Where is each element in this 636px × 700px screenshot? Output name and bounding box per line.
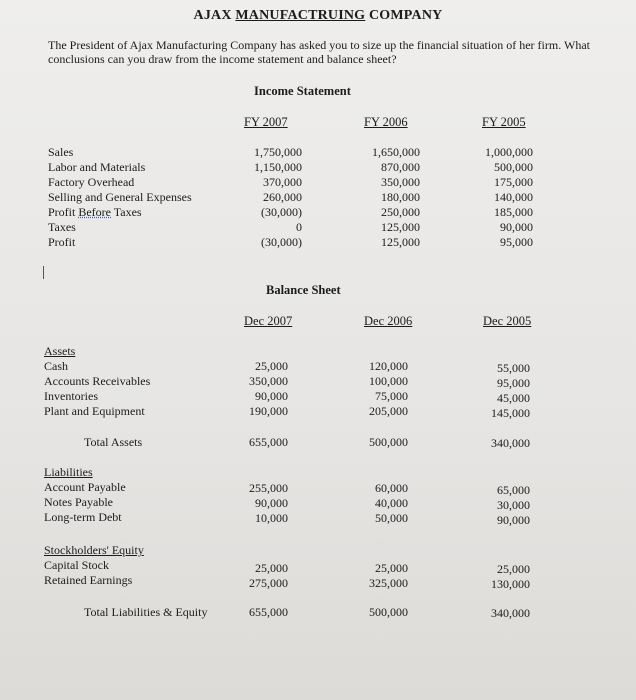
value: 205,000 xyxy=(369,404,408,418)
label-account-payable: Account Payable xyxy=(44,480,126,494)
value: 25,000 xyxy=(255,561,288,575)
value: 145,000 xyxy=(491,406,530,420)
value: 95,000 xyxy=(500,235,533,249)
value: (30,000) xyxy=(261,205,302,219)
label-retained-earnings: Retained Earnings xyxy=(44,573,133,587)
value: 0 xyxy=(296,220,302,234)
income-col-fy2007: FY 2007 xyxy=(244,115,288,129)
value: 55,000 xyxy=(497,361,530,375)
total-le-2007: 655,000 xyxy=(249,605,288,619)
balance-sheet-heading: Balance Sheet xyxy=(266,283,341,297)
total-le-2005: 340,000 xyxy=(491,606,530,620)
value: 255,000 xyxy=(249,481,288,495)
label-factory-overhead: Factory Overhead xyxy=(48,175,135,189)
value: 75,000 xyxy=(375,389,408,403)
value: (30,000) xyxy=(261,235,302,249)
label-profit-before-taxes: Profit Before Taxes xyxy=(48,205,142,219)
income-col-fy2006: FY 2006 xyxy=(364,115,408,129)
value: 25,000 xyxy=(497,562,530,576)
value: 90,000 xyxy=(500,220,533,234)
equity-2006-values xyxy=(328,561,408,591)
value: 95,000 xyxy=(497,376,530,390)
value: 370,000 xyxy=(263,175,302,189)
assets-2006-values xyxy=(328,359,408,419)
value: 50,000 xyxy=(375,511,408,525)
income-labels xyxy=(48,145,192,250)
value: 140,000 xyxy=(494,190,533,204)
value: 1,000,000 xyxy=(485,145,533,159)
value: 125,000 xyxy=(381,235,420,249)
balance-col-dec2007: Dec 2007 xyxy=(244,314,293,328)
value: 350,000 xyxy=(249,374,288,388)
value: 175,000 xyxy=(494,175,533,189)
value: 30,000 xyxy=(497,498,530,512)
liabilities-2005-values xyxy=(450,483,530,528)
intro-paragraph: The President of Ajax Manufacturing Company has asked you to size up the financial situation of her firm. What conclusions can you draw from the income statement and balance sheet? xyxy=(48,38,590,66)
assets-2005-values xyxy=(450,361,530,421)
total-le-2006: 500,000 xyxy=(369,605,408,619)
value: 90,000 xyxy=(497,513,530,527)
label-total-assets: Total Assets xyxy=(84,435,143,449)
value: 100,000 xyxy=(369,374,408,388)
company-title: AJAX MANUFACTRUING COMPANY xyxy=(193,8,443,23)
value: 65,000 xyxy=(497,483,530,497)
liabilities-2006-values xyxy=(328,481,408,526)
assets-2007-values xyxy=(208,359,288,419)
label-profit: Profit xyxy=(48,235,76,249)
balance-col-dec2005: Dec 2005 xyxy=(483,314,532,328)
value: 10,000 xyxy=(255,511,288,525)
value: 350,000 xyxy=(381,175,420,189)
label-capital-stock: Capital Stock xyxy=(44,558,109,572)
value: 90,000 xyxy=(255,389,288,403)
value: 1,650,000 xyxy=(372,145,420,159)
value: 185,000 xyxy=(494,205,533,219)
value: 25,000 xyxy=(255,359,288,373)
equity-labels xyxy=(44,543,144,588)
liabilities-2007-values xyxy=(208,481,288,526)
value: 260,000 xyxy=(263,190,302,204)
value: 1,750,000 xyxy=(254,145,302,159)
income-col-2006-values xyxy=(340,145,420,250)
income-statement-heading: Income Statement xyxy=(254,84,351,98)
total-assets-2005: 340,000 xyxy=(491,436,530,450)
total-assets-2007: 655,000 xyxy=(249,435,288,449)
label-total-liabilities-equity: Total Liabilities & Equity xyxy=(84,605,208,619)
liabilities-labels xyxy=(44,465,126,525)
value: 120,000 xyxy=(369,359,408,373)
text-cursor xyxy=(43,266,44,279)
value: 130,000 xyxy=(491,577,530,591)
value: 90,000 xyxy=(255,496,288,510)
label-taxes: Taxes xyxy=(48,220,76,234)
label-inventories: Inventories xyxy=(44,389,98,403)
label-labor-materials: Labor and Materials xyxy=(48,160,146,174)
value: 870,000 xyxy=(381,160,420,174)
label-sales: Sales xyxy=(48,145,74,159)
value: 45,000 xyxy=(497,391,530,405)
value: 250,000 xyxy=(381,205,420,219)
label-long-term-debt: Long-term Debt xyxy=(44,510,122,524)
balance-col-dec2006: Dec 2006 xyxy=(364,314,413,328)
value: 1,150,000 xyxy=(254,160,302,174)
label-selling-general: Selling and General Expenses xyxy=(48,190,192,204)
value: 60,000 xyxy=(375,481,408,495)
value: 275,000 xyxy=(249,576,288,590)
value: 40,000 xyxy=(375,496,408,510)
label-cash: Cash xyxy=(44,359,68,373)
value: 190,000 xyxy=(249,404,288,418)
value: 180,000 xyxy=(381,190,420,204)
equity-heading: Stockholders' Equity xyxy=(44,543,144,557)
label-accounts-receivables: Accounts Receivables xyxy=(44,374,151,388)
total-assets-2006: 500,000 xyxy=(369,435,408,449)
value: 125,000 xyxy=(381,220,420,234)
income-col-2005-values xyxy=(453,145,533,250)
value: 500,000 xyxy=(494,160,533,174)
equity-2005-values xyxy=(450,562,530,592)
assets-heading: Assets xyxy=(44,344,76,358)
value: 325,000 xyxy=(369,576,408,590)
liabilities-heading: Liabilities xyxy=(44,465,93,479)
equity-2007-values xyxy=(208,561,288,591)
assets-labels xyxy=(44,344,150,419)
income-col-fy2005: FY 2005 xyxy=(482,115,526,129)
value: 25,000 xyxy=(375,561,408,575)
label-plant-equipment: Plant and Equipment xyxy=(44,404,145,418)
label-notes-payable: Notes Payable xyxy=(44,495,113,509)
income-col-2007-values xyxy=(222,145,302,250)
